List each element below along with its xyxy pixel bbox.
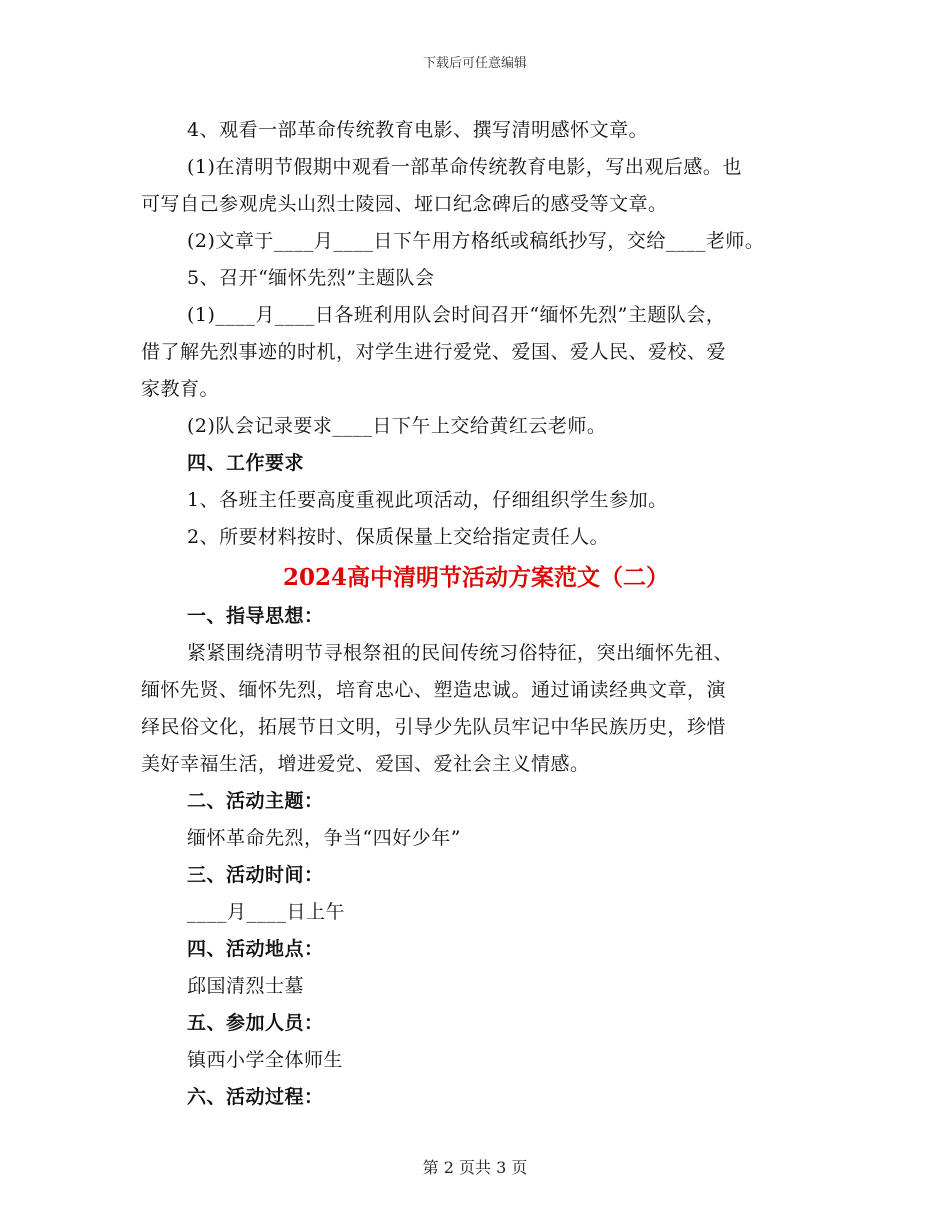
paragraph-line: 5、召开“缅怀先烈”主题队会 (187, 267, 435, 289)
paragraph-line: (2)文章于____月____日下午用方格纸或稿纸抄写，交给____老师。 (187, 230, 765, 252)
paragraph-line: 1、各班主任要高度重视此项活动，仔细组织学生参加。 (187, 489, 668, 511)
section-heading: 四、工作要求 (187, 452, 305, 474)
document-body (141, 112, 811, 1116)
paragraph-line: 镇西小学全体师生 (187, 1049, 344, 1071)
paragraph-line: (1)在清明节假期中观看一部革命传统教育电影，写出观后感。也 (187, 156, 742, 178)
page-footer: 第 2 页共 3 页 (422, 1158, 528, 1177)
paragraph-line: (2)队会记录要求____日下午上交给黄红云老师。 (187, 415, 607, 437)
section-heading: 三、活动时间： (187, 864, 324, 886)
section-heading: 四、活动地点： (187, 938, 324, 960)
section-heading: 六、活动过程： (187, 1086, 324, 1108)
section-heading: 一、指导思想： (187, 605, 324, 627)
section-heading: 二、活动主题： (187, 790, 324, 812)
part-one (141, 112, 811, 556)
page-header: 下载后可任意编辑 (422, 56, 527, 71)
part-two (141, 598, 811, 1116)
paragraph-line: 绎民俗文化，拓展节日文明，引导少先队员牢记中华民族历史，珍惜 (141, 716, 727, 738)
paragraph-line: 4、观看一部革命传统教育电影、撰写清明感怀文章。 (187, 119, 649, 141)
paragraph-line: 2、所要材料按时、保质保量上交给指定责任人。 (187, 526, 610, 548)
paragraph-line: 邱国清烈士墓 (187, 975, 305, 997)
section-title: 2024高中清明节活动方案范文（二） (282, 564, 669, 591)
paragraph-line: 紧紧围绕清明节寻根祭祖的民间传统习俗特征，突出缅怀先祖、 (187, 642, 734, 664)
paragraph-line: 可写自己参观虎头山烈士陵园、垭口纪念碑后的感受等文章。 (141, 193, 668, 215)
paragraph-line: 家教育。 (141, 378, 220, 400)
paragraph-line: 借了解先烈事迹的时机，对学生进行爱党、爱国、爱人民、爱校、爱 (141, 341, 727, 363)
section-heading: 五、参加人员： (187, 1012, 324, 1034)
paragraph-line: 缅怀革命先烈，争当“四好少年” (187, 827, 461, 849)
paragraph-line: (1)____月____日各班利用队会时间召开“缅怀先烈”主题队会， (187, 304, 726, 326)
paragraph-line: ____月____日上午 (187, 901, 346, 923)
paragraph-line: 缅怀先贤、缅怀先烈，培育忠心、塑造忠诚。通过诵读经典文章，演 (141, 679, 727, 701)
paragraph-line: 美好幸福生活，增进爱党、爱国、爱社会主义情感。 (141, 753, 590, 775)
